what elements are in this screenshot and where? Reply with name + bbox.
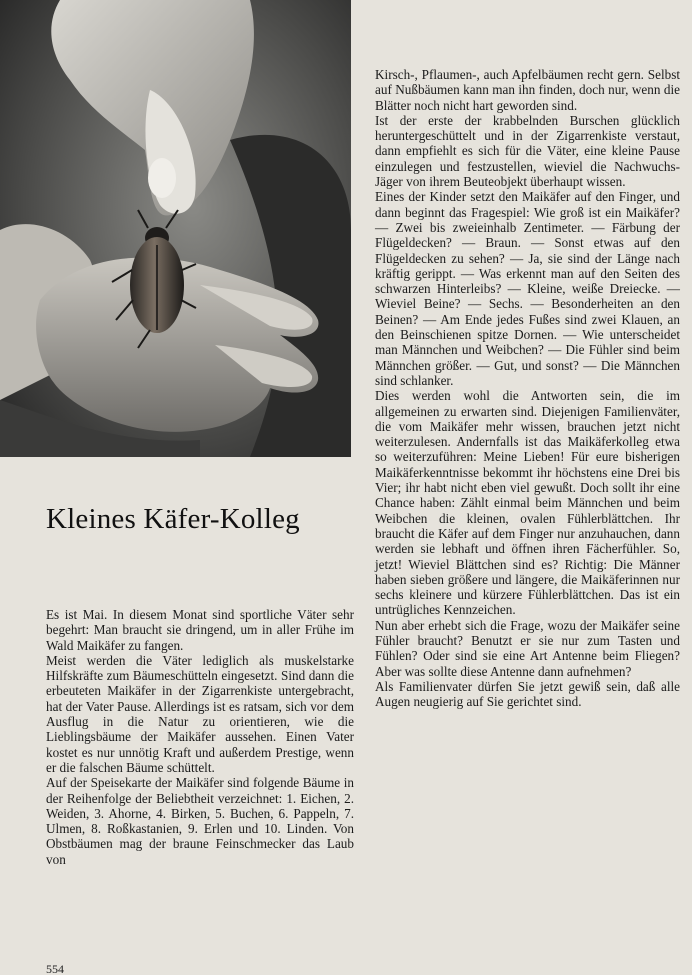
paragraph: Meist werden die Väter lediglich als muskelstarke Hilfskräfte zum Bäumeschütteln eingesetzt. Sind dann die erbeuteten Maikäfer in der Zigarrenkiste untergebracht, hat der Vater Pause. Allerdings ist es ratsam, sich vor dem Ausflug in die Natur zu orientieren, wie die Lieblingsbäume der Maikäfer aussehen. Einen Vater kostet es nur unnötig Kraft und außerdem Prestige, wenn er die falschen Bäume schüttelt.	[46, 652, 354, 775]
article-column-left	[46, 607, 354, 867]
beetle-photo	[0, 0, 351, 457]
paragraph: Dies werden wohl die Antworten sein, die im allgemeinen zu erwarten sind. Diejenigen Familienväter, die vom Maikäfer mehr wissen, brauchen jetzt nicht weiterzulesen. Andernfalls ist das Maikäferkolleg etwa so weiterzuführen: Meine Lieben! Für eure bisherigen Maikäferkenntnisse bekommt ihr höchstens eine Drei bis Vier; ihr habt nicht eben viel gewußt. Doch sollt ihr eine Chance haben: Zählt einmal beim Männchen und beim Weibchen die kleinen, ovalen Fühlerblättchen. Ihr braucht die Käfer auf dem Finger nur anzuhauchen, dann werden sie lebhaft und öffnen ihren Fächerfühler. So, jetzt! Wieviel Blättchen sind es? Richtig: Die Männer haben sieben größere und längere, die Maikäferinnen nur sechs kleinere und kürzere Fühlerblättchen. Das ist ein untrügliches Kennzeichen.	[375, 388, 680, 618]
paragraph: Als Familienvater dürfen Sie jetzt gewiß sein, daß alle Augen neugierig auf Sie gerichtet sind.	[375, 678, 680, 710]
paragraph: Auf der Speisekarte der Maikäfer sind folgende Bäume in der Reihenfolge der Beliebtheit verzeichnet: 1. Eichen, 2. Weiden, 3. Ahorne, 4. Birken, 5. Buchen, 6. Pappeln, 7. Ulmen, 8. Roßkastanien, 9. Erlen und 10. Linden. Von Obstbäumen mag der braune Feinschmecker das Laub von	[46, 775, 354, 867]
article-title: Kleines Käfer-Kolleg	[46, 503, 300, 535]
paragraph: Nun aber erhebt sich die Frage, wozu der Maikäfer seine Fühler braucht? Benutzt er sie nur zum Tasten und Fühlen? Oder sind sie eine Art Antenne beim Fliegen? Aber was sollte diese Antenne dann aufnehmen?	[375, 617, 680, 679]
page-number: 554	[46, 962, 64, 975]
paragraph: Eines der Kinder setzt den Maikäfer auf den Finger, und dann beginnt das Fragespiel: Wie groß ist ein Maikäfer? — Zwei bis zweieinhalb Zentimeter. — Färbung der Flügeldecken? — Braun. — Sonst etwas auf den Flügeldecken zu sehen? — Ja, sie sind der Länge nach kräftig gerippt. — Was erkennt man auf den Seiten des schwarzen Hinterleibs? — Kleine, weiße Dreiecke. — Wieviel Beine? — Sechs. — Besonderheiten an den Beinen? — Am Ende jedes Fußes sind zwei Klauen, an den Beinschienen spitze Dornen. — Wie unterscheidet man Männchen und Weibchen? — Die Fühler sind beim Männchen größer. — Gut, und sonst? — Die Männchen sind schlanker.	[375, 189, 680, 388]
paragraph: Kirsch-, Pflaumen-, auch Apfelbäumen recht gern. Selbst auf Nußbäumen kann man ihn finden, doch nur, wenn die Blätter noch nicht hart geworden sind.	[375, 67, 680, 113]
paragraph: Ist der erste der krabbelnden Burschen glücklich heruntergeschüttelt und in der Zigarrenkiste verstaut, dann empfiehlt es sich für die Väter, eine kleine Pause einzulegen und festzustellen, wieviel die Nachwuchs-Jäger von ihrem Beuteobjekt überhaupt wissen.	[375, 112, 680, 190]
paragraph: Es ist Mai. In diesem Monat sind sportliche Väter sehr begehrt: Man braucht sie dringend, um in aller Frühe im Wald Maikäfer zu fangen.	[46, 607, 354, 653]
article-column-right	[375, 67, 680, 709]
